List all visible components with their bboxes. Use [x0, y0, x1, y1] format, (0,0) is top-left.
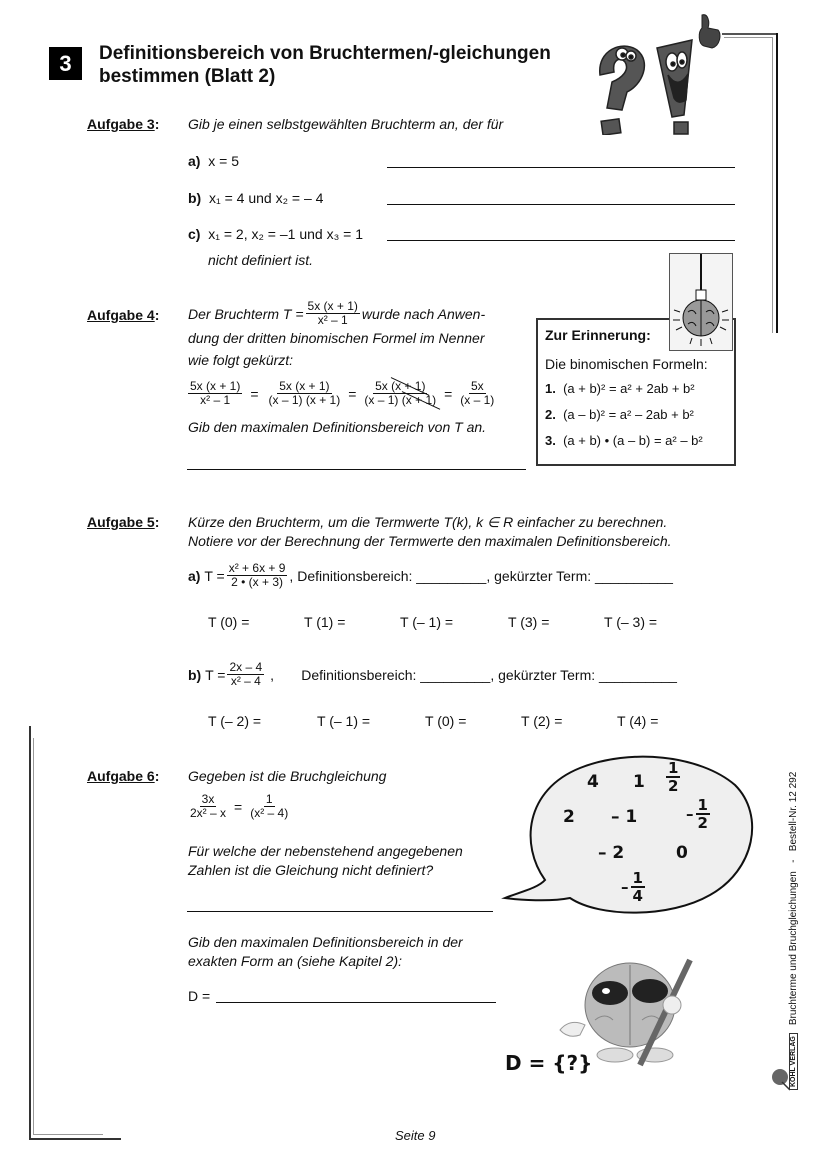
sidebar-vertical-text — [788, 772, 799, 1090]
frame-top-right-inner — [724, 37, 772, 38]
chain-fraction-1: $\frac{5x (x + 1)}{\text{x² – 1}}$ — [190, 379, 241, 407]
aufgabe5-a-def-blank[interactable]: _________ — [416, 567, 487, 584]
aufgabe3-outro: nicht definiert ist. — [208, 252, 314, 268]
chain-fraction-3: $\frac{5x (x + 1)}{(x - 1) (x + 1)}$ — [364, 379, 437, 407]
bubble-number-2: 2 — [563, 807, 575, 827]
reminder-formula-1: 1. (a + b)² = a² + 2ab + b² — [545, 381, 695, 396]
page-number: Seite 9 — [395, 1128, 436, 1143]
aufgabe5-a-term-blank[interactable]: __________ — [595, 567, 673, 584]
frame-right-outer — [776, 33, 778, 333]
aufgabe3-item-a: a) x = 5 — [188, 153, 239, 169]
publisher-tree-icon — [770, 1068, 792, 1092]
aufgabe3-answer-line-b[interactable] — [387, 204, 735, 205]
aufgabe4-question: Gib den maximalen Definitionsbereich von T an. — [188, 419, 487, 435]
aufgabe6-label: Aufgabe 6 — [87, 768, 155, 784]
aufgabe5-label: Aufgabe 5 — [87, 514, 155, 530]
brain-caption: D = {?} — [505, 1051, 593, 1075]
aufgabe4-line3: wie folgt gekürzt: — [188, 352, 294, 368]
aufgabe5-line1: Kürze den Bruchterm, um die Termwerte T(k), k ∈ R einfacher zu berechnen. — [188, 514, 668, 530]
aufgabe3-item-b: b) x₁ = 4 und x₂ = – 4 — [188, 190, 324, 206]
bubble-fraction-minus-half: – $\frac{1}{2}$ — [686, 796, 708, 832]
question-mark-mascot — [600, 46, 645, 135]
aufgabe4-label: Aufgabe 4 — [87, 307, 155, 323]
aufgabe3-heading: Aufgabe 3: — [87, 116, 160, 132]
pointing-hand — [699, 15, 720, 48]
bubble-fraction-minus-quarter: – $\frac{1}{4}$ — [621, 869, 643, 905]
aufgabe6-question2: Gib den maximalen Definitionsbereich in der exakten Form an (siehe Kapitel 2): — [188, 934, 463, 969]
aufgabe5-a-fraction: $\frac{\text{x² + 6x + 9}}{2 • (x + 3)}$ — [228, 561, 286, 589]
page-title — [99, 42, 551, 88]
aufgabe3-item-c: c) x₁ = 2, x₂ = –1 und x₃ = 1 — [188, 226, 364, 242]
bubble-number-minus-1: – 1 — [611, 807, 638, 827]
reminder-title: Zur Erinnerung: — [545, 327, 651, 343]
aufgabe6-d-answer-line[interactable] — [216, 1002, 496, 1003]
aufgabe6-d-label: D = — [188, 988, 211, 1004]
aufgabe5-a: a) T = $\frac{\text{x² + 6x + 9}}{2 • (x + 3)}$ , Definitionsbereich: _________ , gekürzter Term: __________ — [188, 561, 673, 589]
chain-fraction-2: $\frac{5x (x + 1)}{(x - 1) (x + 1)}$ — [268, 379, 341, 407]
chapter-number: 3 — [59, 50, 72, 76]
question-exclamation-mascots-icon — [592, 10, 727, 135]
publisher-logo: KOHL VERLAG — [789, 1033, 798, 1090]
frame-left-outer — [29, 726, 31, 1140]
aufgabe5-b-fraction: $\frac{2x - 4}{\text{x² – 4}}$ — [229, 660, 263, 688]
frame-left-inner — [33, 738, 34, 1134]
frame-top-right-outer — [722, 33, 778, 35]
aufgabe6-heading: Aufgabe 6: — [87, 768, 160, 784]
aufgabe3-label: Aufgabe 3 — [87, 116, 155, 132]
aufgabe5-line2: Notiere vor der Berechnung der Termwerte den maximalen Definitionsbereich. — [188, 533, 672, 549]
chain-fraction-4: $\frac{5x}{(x - 1)}$ — [460, 379, 495, 407]
aufgabe6-question1: Für welche der nebenstehend angegebenen Zahlen ist die Gleichung nicht definiert? — [188, 843, 463, 878]
aufgabe4-line2: dung der dritten binomischen Formel im Nenner — [188, 330, 485, 346]
aufgabe4-term-fraction: $\frac{5x (x + 1)}{\text{x² – 1}}$ — [307, 299, 358, 327]
aufgabe6-intro: Gegeben ist die Bruchgleichung — [188, 768, 387, 784]
aufgabe4-heading: Aufgabe 4: — [87, 307, 160, 323]
bubble-fraction-half: $\frac{1}{2}$ — [668, 759, 679, 795]
aufgabe4-fraction-chain: $\frac{5x (x + 1)}{\text{x² – 1}}$ = $\frac{5x (x + 1)}{(x - 1) (x + 1)}$ = $\frac{5x (x + 1)}{(x - 1) (x + 1)}$ = $\frac{5x}{(x - 1)}$ — [190, 379, 495, 407]
reminder-formula-3: 3. (a + b) • (a – b) = a² – b² — [545, 433, 703, 448]
bubble-number-0: 0 — [676, 843, 688, 863]
aufgabe5-b-term-blank[interactable]: __________ — [599, 666, 677, 683]
page-title-line2: bestimmen (Blatt 2) — [99, 66, 276, 87]
cancelled-factor: (x + 1) — [401, 393, 437, 407]
bubble-number-minus-2: – 2 — [598, 843, 625, 863]
aufgabe4-intro: Der Bruchterm T = $\frac{5x (x + 1)}{\text{x² – 1}}$ wurde nach Anwen- — [188, 299, 486, 327]
aufgabe5-heading: Aufgabe 5: — [87, 514, 160, 530]
aufgabe3-answer-line-c[interactable] — [387, 240, 735, 241]
aufgabe5-b-def-blank[interactable]: _________ — [420, 666, 491, 683]
frame-bottom-inner — [33, 1134, 103, 1135]
bubble-number-4: 4 — [587, 772, 599, 792]
chapter-number-badge — [49, 47, 82, 80]
lightbulb-brain-icon — [669, 253, 733, 351]
cancelled-factor: (x + 1) — [391, 379, 426, 393]
aufgabe3-answer-line-a[interactable] — [387, 167, 735, 168]
exclamation-mark-mascot — [657, 40, 692, 134]
aufgabe3-intro: Gib je einen selbstgewählten Bruchterm an, der für — [188, 116, 504, 132]
aufgabe4-answer-line[interactable] — [187, 469, 526, 470]
aufgabe6-answer-line[interactable] — [187, 911, 493, 912]
bubble-number-1: 1 — [633, 772, 645, 792]
page-title-line1: Definitionsbereich von Bruchtermen/-gleichungen — [99, 43, 551, 64]
aufgabe5-b: b) T = $\frac{2x - 4}{\text{x² – 4}}$ , Definitionsbereich: _________ , gekürzter Term: __________ — [188, 660, 677, 688]
aufgabe6-equation: $\frac{3x}{\text{2x² – x}}$ = $\frac{1}{\text{(x² – 4)}}$ — [190, 792, 289, 820]
sidebar-text: Bruchterme und Bruchgleichungen - Bestell-Nr. 12 292 — [788, 771, 799, 1026]
frame-bottom-outer — [29, 1138, 121, 1140]
reminder-formula-2: 2. (a – b)² = a² – 2ab + b² — [545, 407, 694, 422]
frame-right-inner — [772, 37, 773, 333]
reminder-subtitle: Die binomischen Formeln: — [545, 356, 708, 372]
